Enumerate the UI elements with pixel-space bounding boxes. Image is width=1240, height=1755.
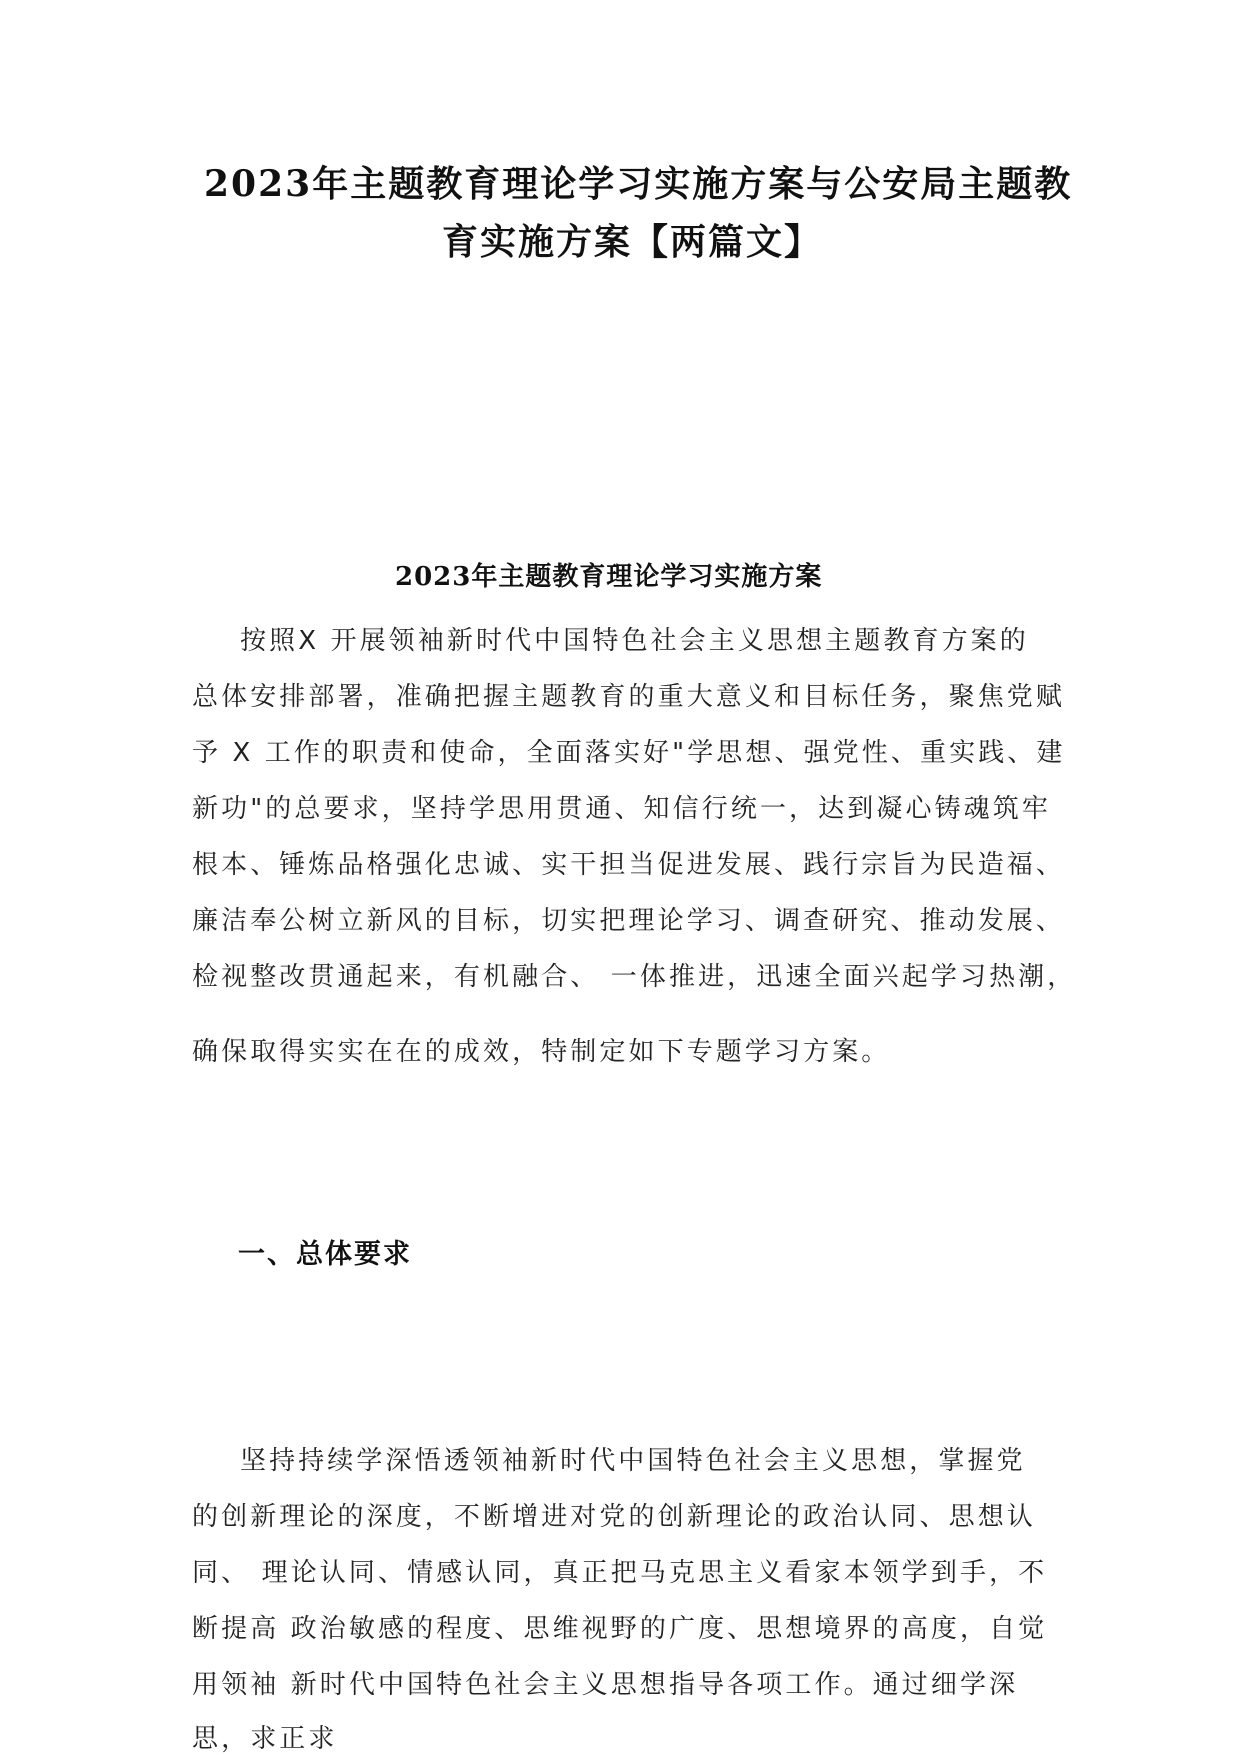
section-paragraph-line: 同、 理论认同、情感认同，真正把马克思主义看家本领学到手，不: [192, 1558, 1048, 1588]
section-heading: 一、总体要求: [238, 1239, 412, 1270]
section-paragraph-line: 断提高 政治敏感的程度、思维视野的广度、思想境界的高度，自觉: [192, 1614, 1048, 1644]
section-subtitle: 2023年主题教育理论学习实施方案: [395, 562, 823, 592]
intro-paragraph-line: 按照X 开展领袖新时代中国特色社会主义思想主题教育方案的: [240, 626, 1029, 656]
intro-paragraph-line: 予 X 工作的职责和使命，全面落实好"学思想、强党性、重实践、建: [192, 738, 1066, 768]
section-paragraph-line: 坚持持续学深悟透领袖新时代中国特色社会主义思想，掌握党: [240, 1446, 1026, 1476]
document-title-line-1: 2023年主题教育理论学习实施方案与公安局主题教: [204, 163, 1073, 205]
intro-paragraph-line: 总体安排部署，准确把握主题教育的重大意义和目标任务，聚焦党赋: [192, 682, 1066, 712]
intro-paragraph-line: 新功"的总要求，坚持学思用贯通、知信行统一，达到凝心铸魂筑牢: [192, 794, 1051, 824]
section-paragraph-line: 的创新理论的深度，不断增进对党的创新理论的政治认同、思想认: [192, 1502, 1036, 1532]
intro-paragraph-line: 根本、锤炼品格强化忠诚、实干担当促进发展、践行宗旨为民造福、: [192, 850, 1066, 880]
intro-paragraph-line: 检视整改贯通起来，有机融合、 一体推进，迅速全面兴起学习热潮，: [192, 962, 1077, 992]
intro-paragraph-line: 廉洁奉公树立新风的目标，切实把理论学习、调查研究、推动发展、: [192, 906, 1066, 936]
intro-paragraph-line: 确保取得实实在在的成效，特制定如下专题学习方案。: [192, 1037, 891, 1067]
section-paragraph-line: 思，求正求: [192, 1724, 338, 1754]
section-paragraph-line: 用领袖 新时代中国特色社会主义思想指导各项工作。通过细学深: [192, 1670, 1019, 1700]
document-title-line-2: 育实施方案【两篇文】: [442, 221, 823, 263]
